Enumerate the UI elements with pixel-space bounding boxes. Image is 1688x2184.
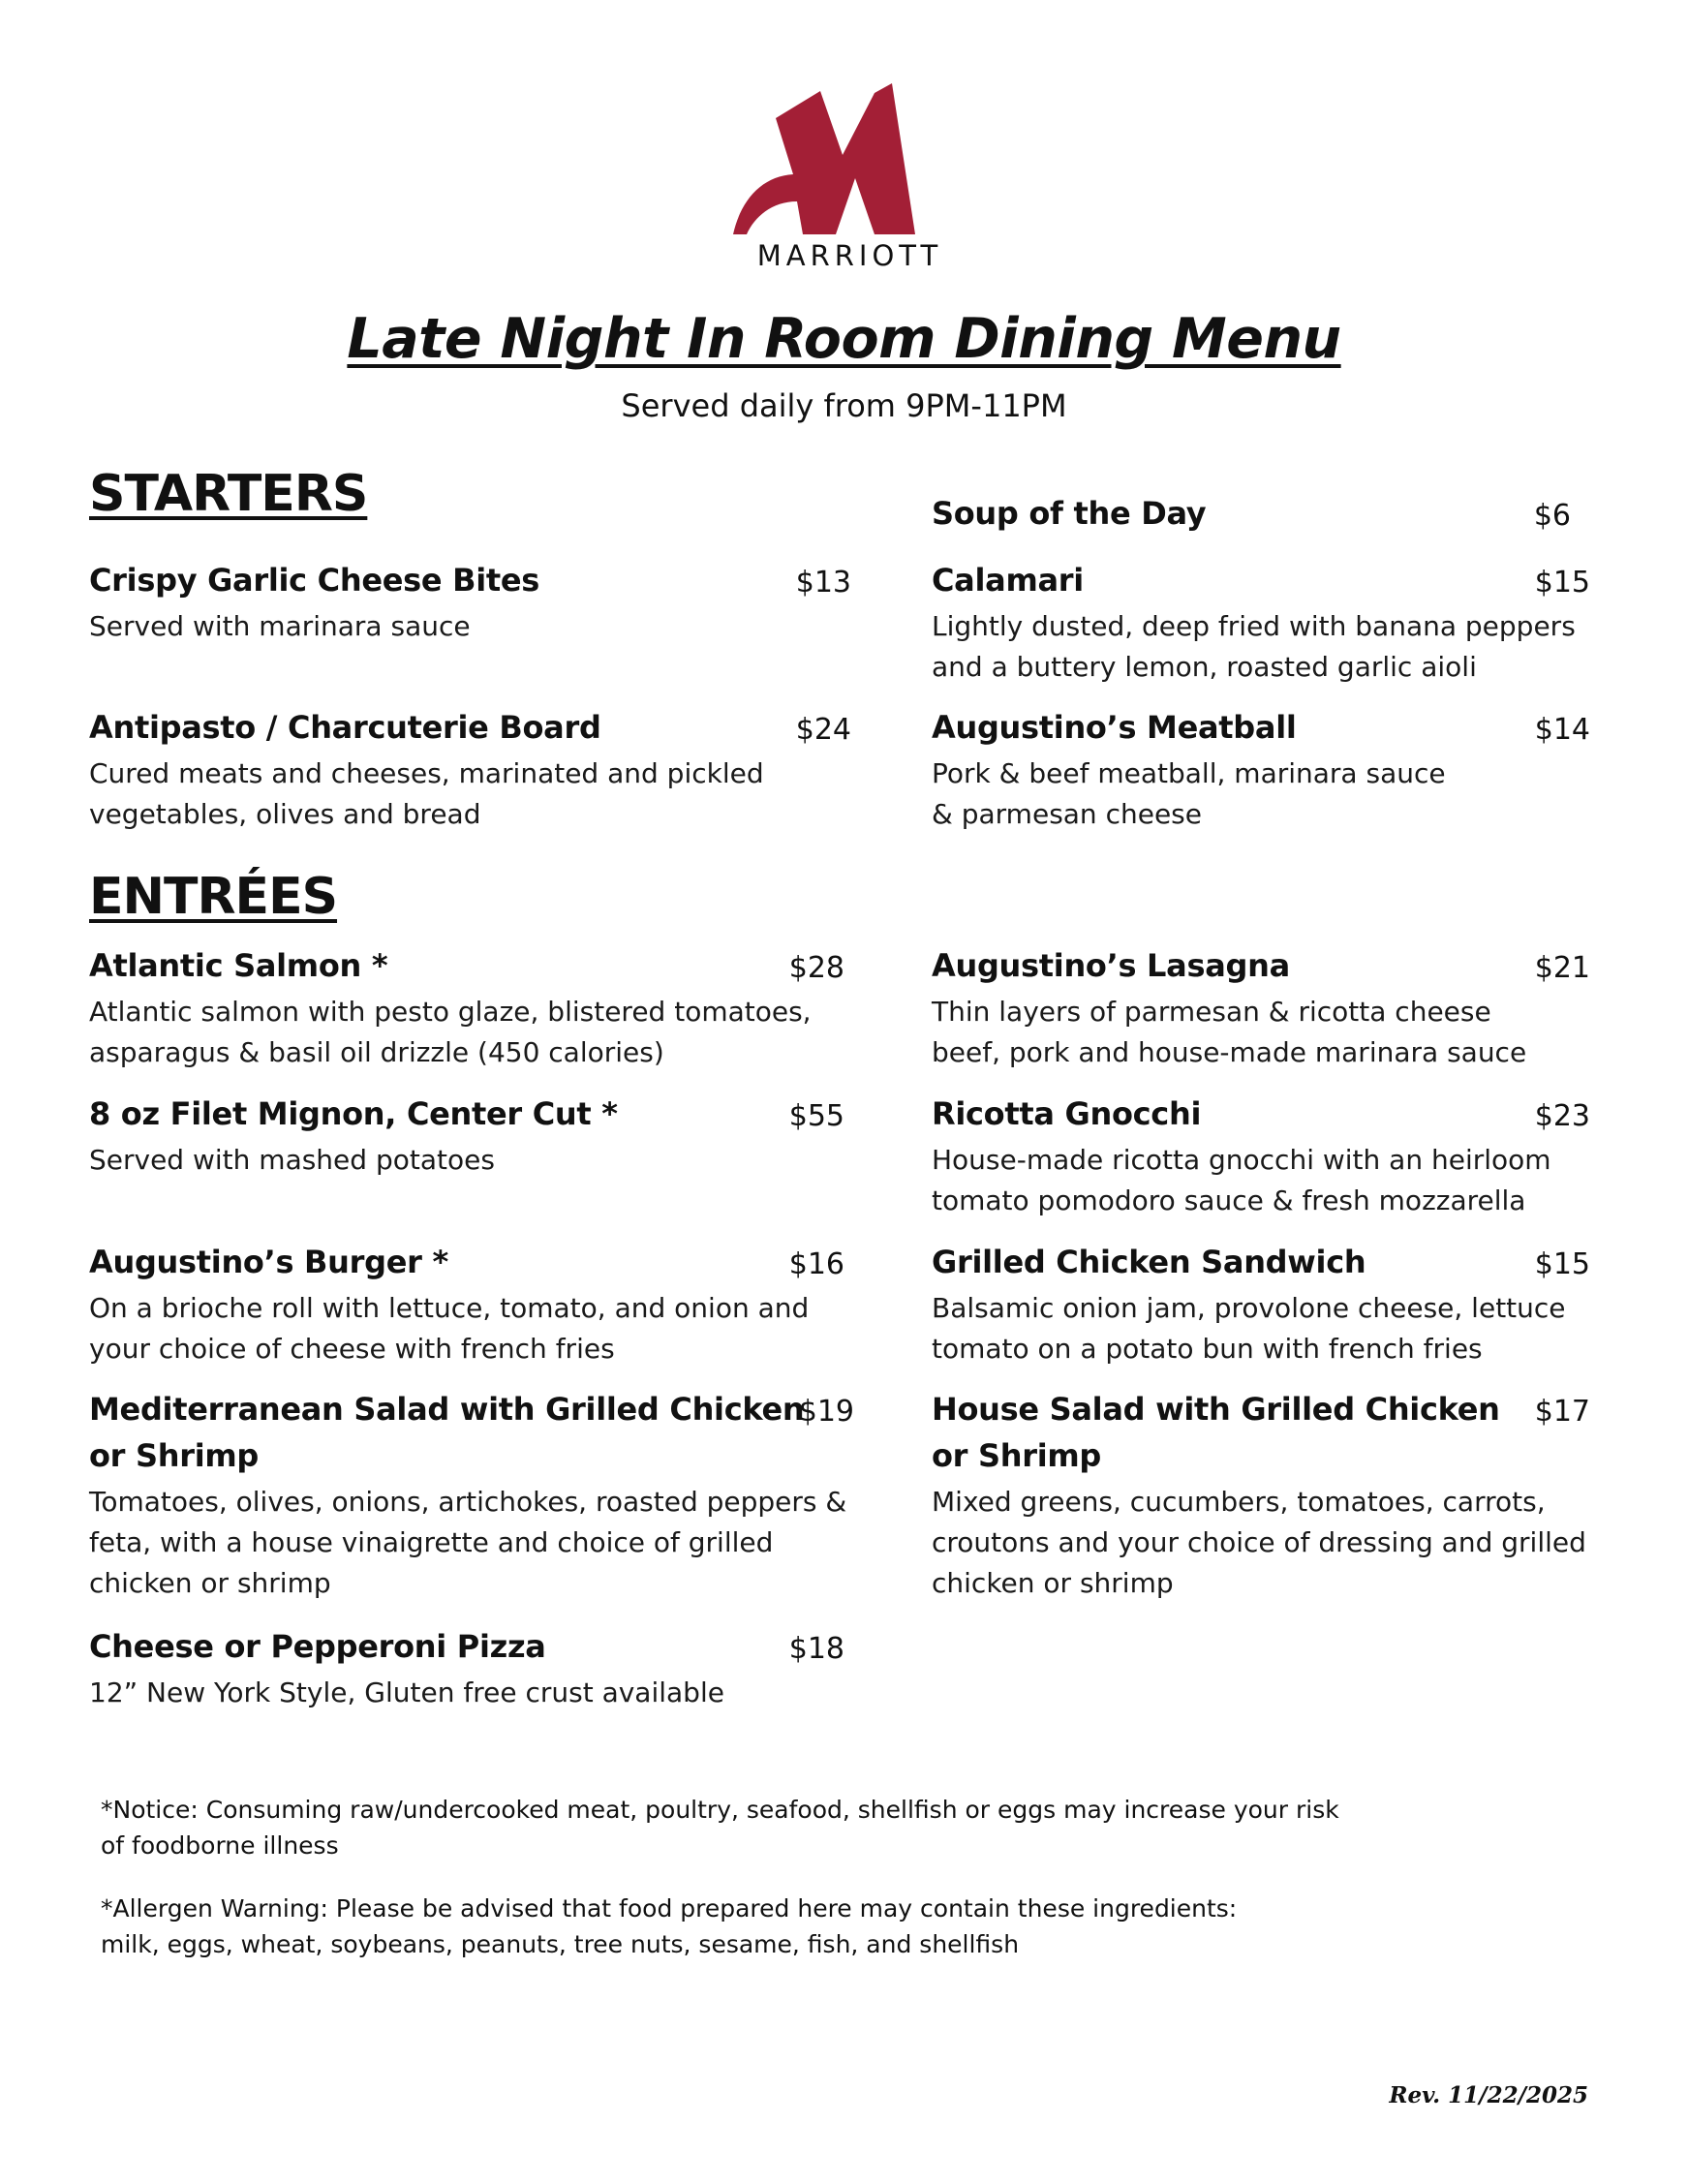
menu-item-description: your choice of cheese with french fries bbox=[89, 1333, 615, 1365]
allergen-warning bbox=[101, 1891, 1457, 1962]
menu-item-price: $15 bbox=[1534, 1247, 1590, 1281]
menu-item-price: $18 bbox=[788, 1632, 844, 1666]
menu-item-description: beef, pork and house-made marinara sauce bbox=[932, 1036, 1527, 1068]
menu-item-description: 12” New York Style, Gluten free crust available bbox=[89, 1676, 724, 1708]
page-title: Late Night In Room Dining Menu bbox=[347, 307, 1341, 371]
menu-item-price: $13 bbox=[795, 566, 851, 600]
menu-item-price: $6 bbox=[1533, 499, 1571, 533]
section-heading-entrees: ENTRÉES bbox=[89, 868, 338, 926]
raw-food-notice bbox=[101, 1792, 1457, 1863]
menu-item-description: Cured meats and cheeses, marinated and pickled bbox=[89, 757, 764, 789]
menu-item-description: chicken or shrimp bbox=[89, 1567, 331, 1599]
menu-item-name: Augustino’s Burger * bbox=[89, 1244, 448, 1280]
menu-item-price: $15 bbox=[1534, 566, 1590, 600]
menu-item-description: tomato on a potato bun with french fries bbox=[932, 1333, 1483, 1365]
brand-name: MARRIOTT bbox=[756, 239, 943, 272]
menu-item-name: or Shrimp bbox=[89, 1437, 260, 1474]
menu-item-name: Calamari bbox=[932, 562, 1084, 599]
menu-item-name: Augustino’s Meatball bbox=[932, 709, 1297, 746]
menu-item-description: Tomatoes, olives, onions, artichokes, roasted peppers & bbox=[89, 1486, 847, 1518]
menu-item-description: feta, with a house vinaigrette and choice of grilled bbox=[89, 1526, 774, 1558]
menu-item-name: House Salad with Grilled Chicken bbox=[932, 1391, 1500, 1428]
menu-item-price: $17 bbox=[1534, 1395, 1590, 1429]
menu-item-price: $55 bbox=[788, 1099, 844, 1133]
menu-item-description: vegetables, olives and bread bbox=[89, 798, 481, 830]
menu-item-name: Crispy Garlic Cheese Bites bbox=[89, 562, 540, 599]
menu-item-description: & parmesan cheese bbox=[932, 798, 1202, 830]
menu-item-name: Soup of the Day bbox=[932, 495, 1207, 532]
menu-item-price: $19 bbox=[798, 1395, 854, 1429]
menu-item-description: tomato pomodoro sauce & fresh mozzarella bbox=[932, 1184, 1526, 1216]
service-hours: Served daily from 9PM-11PM bbox=[621, 387, 1067, 424]
menu-item-description: Thin layers of parmesan & ricotta cheese bbox=[932, 996, 1491, 1028]
menu-item-description: and a buttery lemon, roasted garlic aioli bbox=[932, 651, 1477, 683]
menu-item-description: Balsamic onion jam, provolone cheese, lettuce bbox=[932, 1292, 1566, 1324]
menu-item-description: On a brioche roll with lettuce, tomato, and onion and bbox=[89, 1292, 810, 1324]
marriott-logo-icon bbox=[712, 76, 915, 240]
menu-item-description: Served with mashed potatoes bbox=[89, 1144, 495, 1176]
notice-line: milk, eggs, wheat, soybeans, peanuts, tree nuts, sesame, fish, and shellfish bbox=[101, 1930, 1020, 1958]
menu-item-price: $14 bbox=[1534, 713, 1590, 747]
menu-item-name: Cheese or Pepperoni Pizza bbox=[89, 1628, 546, 1665]
menu-item-name: 8 oz Filet Mignon, Center Cut * bbox=[89, 1095, 618, 1132]
notice-line: *Allergen Warning: Please be advised that food prepared here may contain these ingredients: bbox=[101, 1894, 1238, 1923]
menu-item-description: Atlantic salmon with pesto glaze, blistered tomatoes, bbox=[89, 996, 812, 1028]
menu-item-name: Antipasto / Charcuterie Board bbox=[89, 709, 601, 746]
menu-item-price: $23 bbox=[1534, 1099, 1590, 1133]
menu-item-name: Augustino’s Lasagna bbox=[932, 947, 1290, 984]
menu-item-name: Ricotta Gnocchi bbox=[932, 1095, 1202, 1132]
menu-item-price: $16 bbox=[788, 1247, 844, 1281]
menu-item-name: or Shrimp bbox=[932, 1437, 1102, 1474]
menu-item-description: Mixed greens, cucumbers, tomatoes, carrots, bbox=[932, 1486, 1546, 1518]
menu-item-price: $28 bbox=[788, 951, 844, 985]
menu-item-description: House-made ricotta gnocchi with an heirloom bbox=[932, 1144, 1551, 1176]
menu-item-description: asparagus & basil oil drizzle (450 calories) bbox=[89, 1036, 664, 1068]
notice-line: *Notice: Consuming raw/undercooked meat, poultry, seafood, shellfish or eggs may increase your risk bbox=[101, 1796, 1339, 1824]
revision-date: Rev. 11/22/2025 bbox=[1389, 2082, 1588, 2108]
menu-item-price: $21 bbox=[1534, 951, 1590, 985]
section-heading-starters: STARTERS bbox=[89, 465, 368, 523]
menu-item-description: Pork & beef meatball, marinara sauce bbox=[932, 757, 1446, 789]
menu-item-description: chicken or shrimp bbox=[932, 1567, 1174, 1599]
menu-item-name: Mediterranean Salad with Grilled Chicken bbox=[89, 1391, 805, 1428]
menu-item-price: $24 bbox=[795, 713, 851, 747]
menu-item-description: Lightly dusted, deep fried with banana peppers bbox=[932, 610, 1576, 642]
menu-item-name: Atlantic Salmon * bbox=[89, 947, 388, 984]
menu-item-name: Grilled Chicken Sandwich bbox=[932, 1244, 1366, 1280]
menu-item-description: Served with marinara sauce bbox=[89, 610, 471, 642]
menu-item-description: croutons and your choice of dressing and grilled bbox=[932, 1526, 1586, 1558]
notice-line: of foodborne illness bbox=[101, 1831, 339, 1860]
